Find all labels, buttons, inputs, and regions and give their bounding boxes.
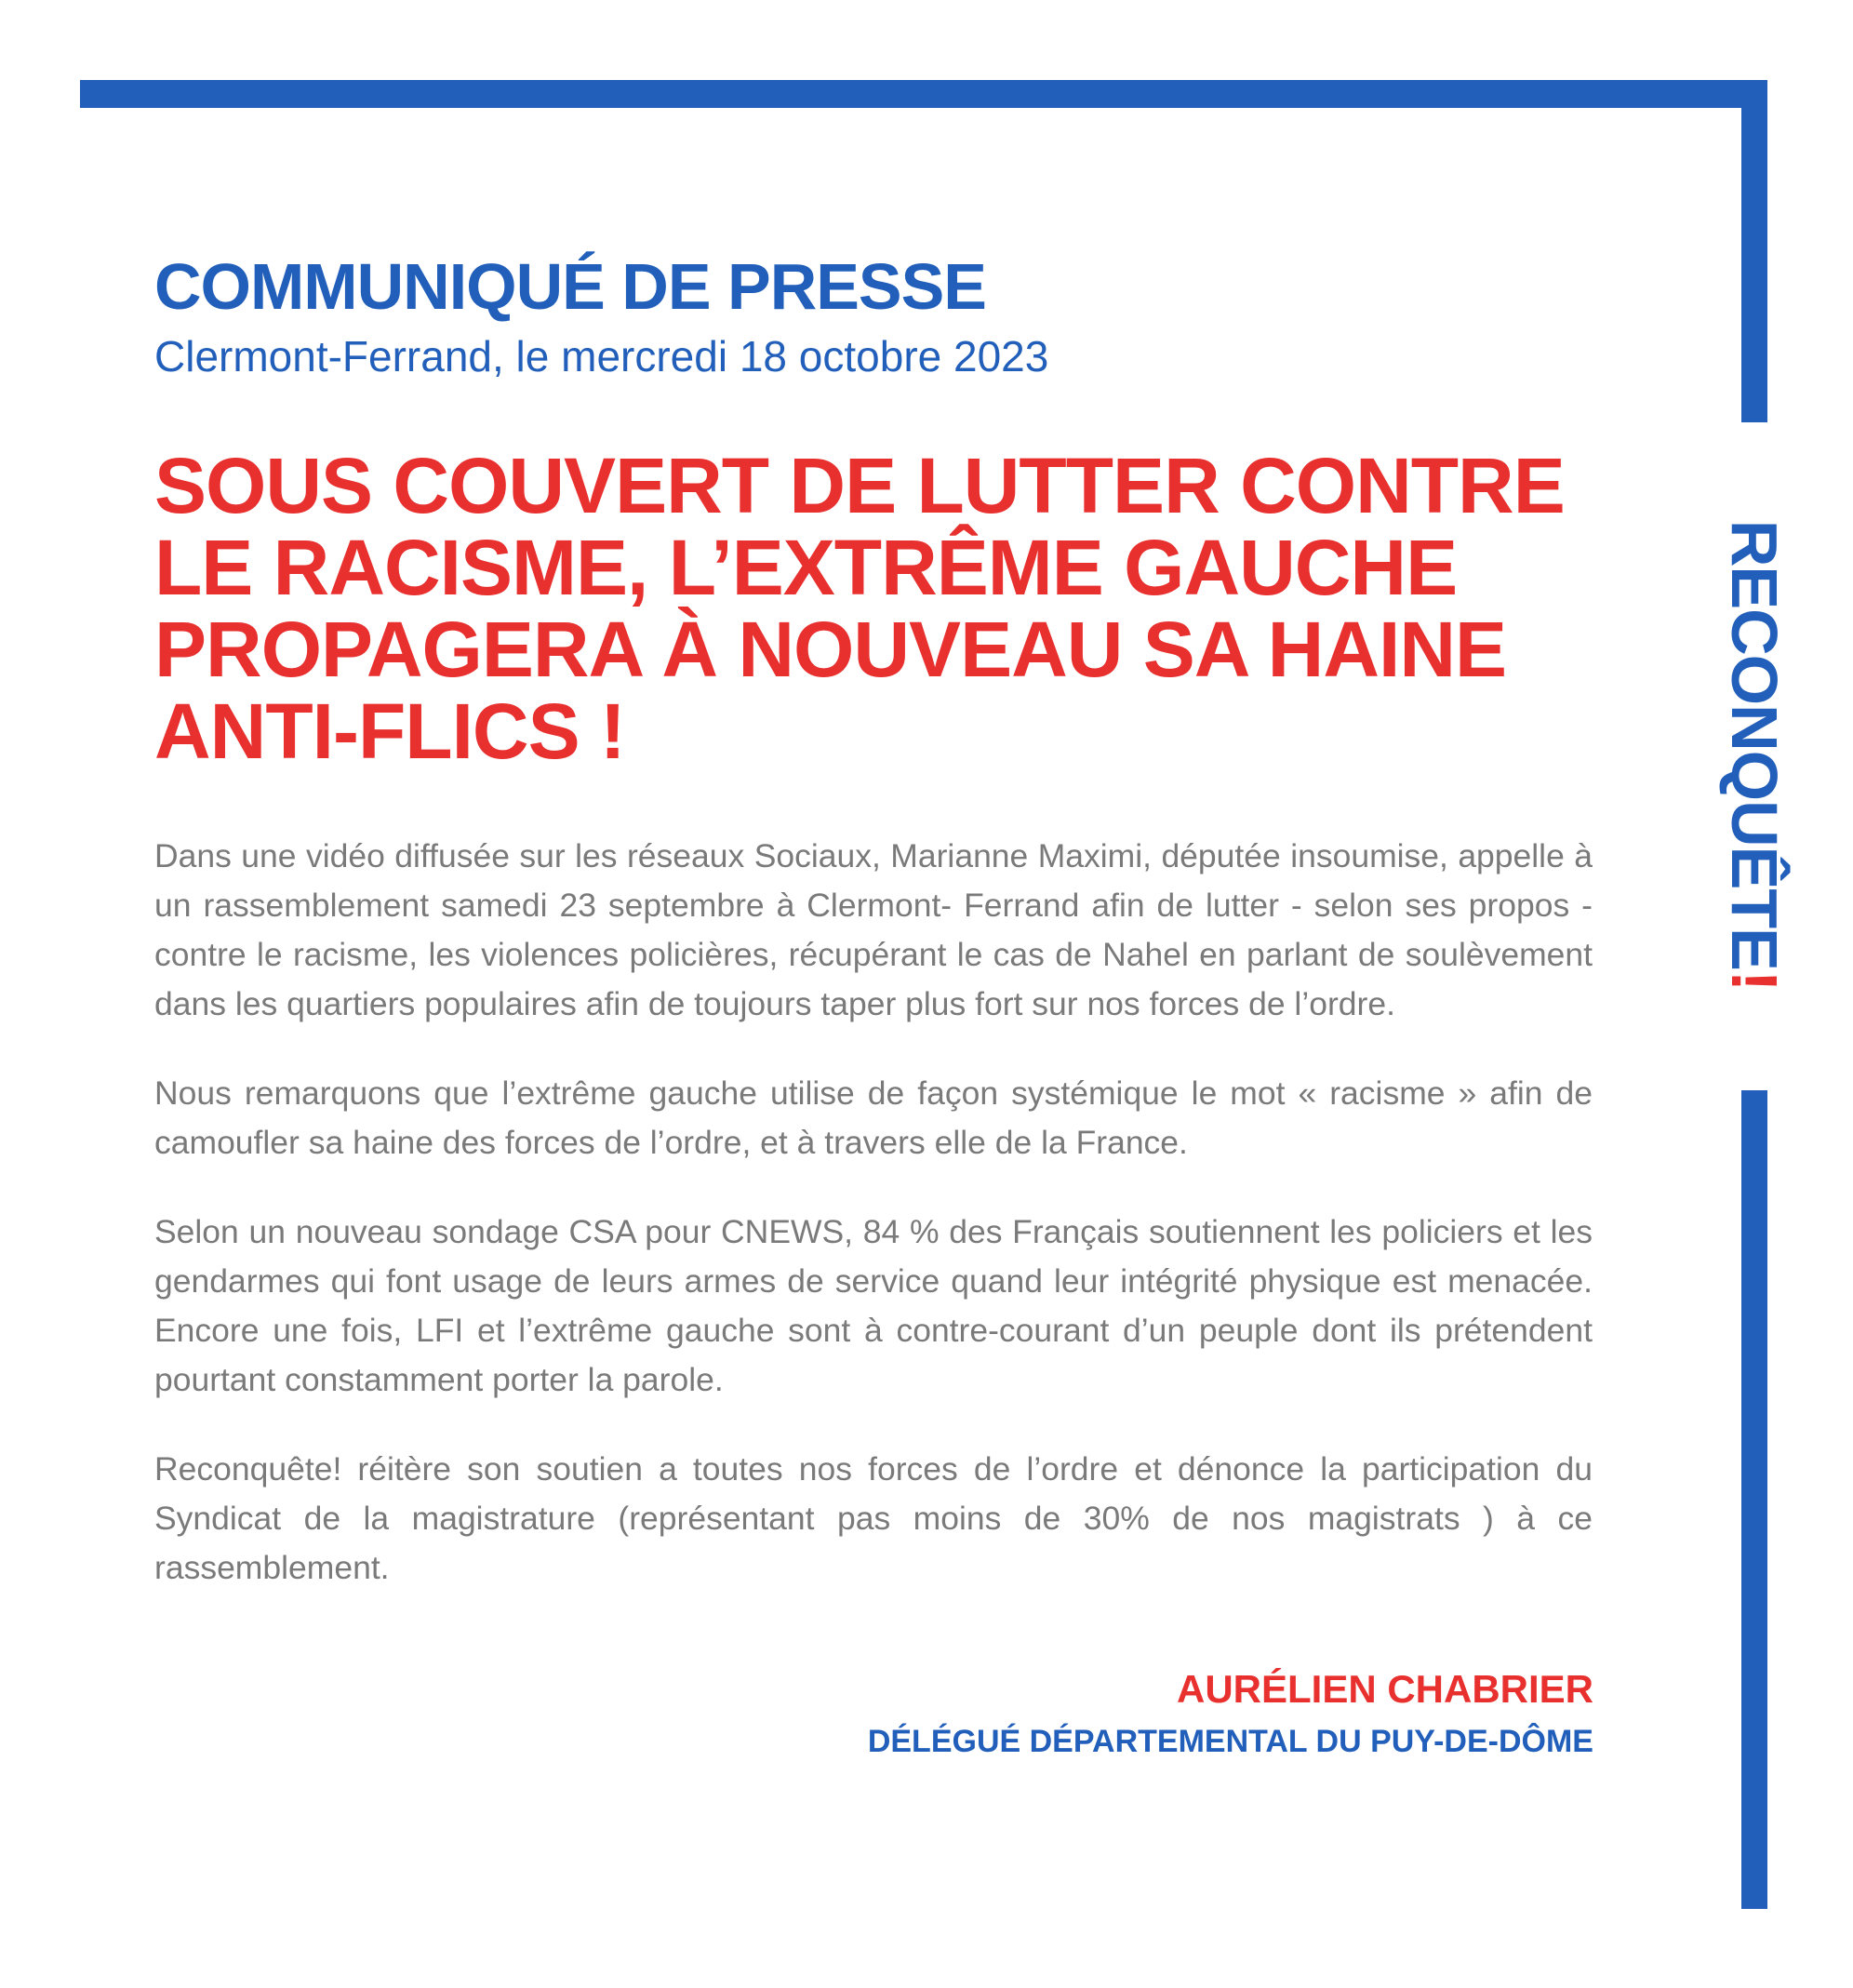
frame-right-bar-upper xyxy=(1741,80,1767,422)
body-paragraph: Dans une vidéo diffusée sur les réseaux Sociaux, Marianne Maximi, députée insoumise, appelle à un rassemblement samedi 23 septembre à Clermont- Ferrand afin de lutter - selon ses propos - contre le racisme, les violences policières, récupérant le cas de Nahel en parlant de soulèvement dans les quartiers populaires afin de toujours taper plus fort sur nos forces de l’ordre. xyxy=(154,837,1593,1022)
signatory-name: AURÉLIEN CHABRIER xyxy=(1176,1667,1593,1711)
logo-wordmark: RECONQUÊTE xyxy=(1718,519,1791,970)
frame-top-bar xyxy=(80,80,1767,108)
signature-block xyxy=(868,1663,1593,1768)
body-paragraph: Selon un nouveau sondage CSA pour CNEWS, 84 % des Français soutiennent les policiers et les gendarmes qui font usage de leurs armes de service quand leur intégrité physique est menacée. Encore une fois, LFI et l’extrême gauche sont à contre-courant d’un peuple dont ils prétendent pourtant constamment porter la parole. xyxy=(154,1213,1593,1398)
logo-exclamation: ! xyxy=(1718,969,1791,992)
press-release-date: Clermont-Ferrand, le mercredi 18 octobre 2023 xyxy=(154,332,1049,380)
headline: SOUS COUVERT DE LUTTER CONTRE LE RACISME, L’EXTRÊME GAUCHE PROPAGERA À NOUVEAU SA HAINE ANTI-FLICS ! xyxy=(154,442,1565,775)
body-text xyxy=(154,832,1593,1633)
press-release-title: COMMUNIQUÉ DE PRESSE xyxy=(154,250,986,323)
reconquete-logo xyxy=(1718,519,1791,992)
body-paragraph: Reconquête! réitère son soutien a toutes nos forces de l’ordre et dénonce la participation du Syndicat de la magistrature (représentant pas moins de 30% de nos magistrats ) à ce rassemblement. xyxy=(154,1450,1593,1586)
body-paragraph: Nous remarquons que l’extrême gauche utilise de façon systémique le mot « racisme » afin de camoufler sa haine des forces de l’ordre, et à travers elle de la France. xyxy=(154,1074,1593,1161)
frame-right-bar-lower xyxy=(1741,1090,1767,1909)
signatory-role: DÉLÉGUÉ DÉPARTEMENTAL DU PUY-DE-DÔME xyxy=(867,1724,1593,1759)
